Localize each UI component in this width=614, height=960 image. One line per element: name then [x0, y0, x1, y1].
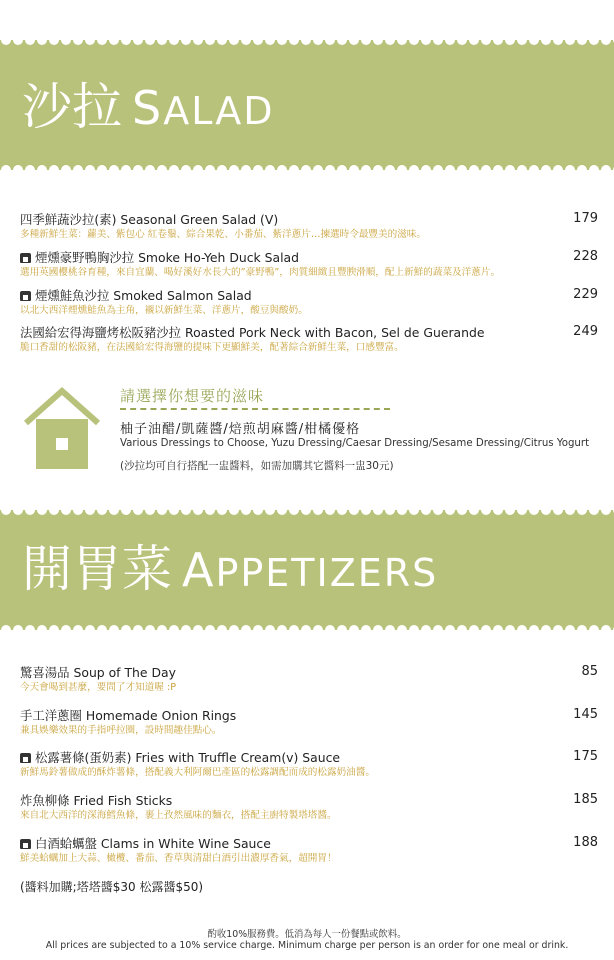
- menu-item-description: 鮮美蛤蠣加上大蒜、橄欖、番茄、香草與清甜白酒引出濃厚香氣，超開胃！: [20, 853, 337, 864]
- menu-item-name-text: 松露薯條(蛋奶素) Fries with Truffle Cream(v) Sauce: [35, 750, 341, 765]
- menu-item-description: 選用英國櫻桃谷育種，來自宜蘭、喝好溪好水長大的”豪野鴨”，肉質細緻且豐腴滑順，配上新鮮的蔬菜及洋蔥片。: [20, 267, 501, 278]
- menu-item-price: 228: [573, 249, 598, 264]
- menu-item-description: 今天會喝到甚麼，要問了才知道喔 :P: [20, 682, 176, 693]
- menu-item-price: 249: [573, 324, 598, 339]
- menu-item-description: 兼具娛樂效果的手指呼拉圈，設時間趣佳點心。: [20, 725, 222, 736]
- dressing-note: (沙拉均可自行搭配一盅醬料，如需加購其它醬料一盅30元): [120, 460, 394, 472]
- menu-item-description: 以北大西洋煙燻鮭魚為主角，襯以新鮮生菜、洋蔥片，酸豆與酸奶。: [20, 305, 308, 316]
- menu-item-name-text: 手工洋蔥圈 Homemade Onion Rings: [20, 708, 237, 723]
- scallop-top-border: [0, 40, 614, 54]
- menu-item-price: 179: [573, 211, 598, 226]
- menu-item-price: 85: [581, 664, 598, 679]
- house-icon: [20, 839, 31, 849]
- dressing-title: 請選擇你想要的滋味: [120, 387, 265, 405]
- menu-item: [20, 664, 600, 694]
- menu-item: [20, 792, 600, 822]
- salad-banner: [0, 40, 614, 170]
- menu-item: [20, 749, 600, 779]
- house-outline-icon: [22, 385, 102, 471]
- menu-item-name: [20, 249, 600, 266]
- menu-item: [20, 707, 600, 737]
- scallop-top-border: [0, 510, 614, 524]
- menu-item-description: 新鮮馬鈴薯做成的酥炸薯條，搭配義大利阿爾巴產區的松露調配而成的松露奶油醬。: [20, 767, 375, 778]
- menu-item-name-text: 煙燻鮭魚沙拉 Smoked Salmon Salad: [35, 288, 252, 303]
- sauce-addon-note: (醬料加購;塔塔醬$30 松露醬$50): [20, 880, 204, 894]
- house-icon: [20, 253, 31, 263]
- menu-item-price: 185: [573, 792, 598, 807]
- menu-item-name-text: 白酒蛤蠣盤 Clams in White Wine Sauce: [35, 836, 271, 851]
- menu-item-name: [20, 324, 600, 341]
- menu-item-name: [20, 664, 600, 681]
- menu-item-price: 145: [573, 707, 598, 722]
- menu-item-name-text: 驚喜湯品 Soup of The Day: [20, 665, 176, 680]
- menu-item-name: [20, 835, 600, 852]
- dressing-options-en: Various Dressings to Choose, Yuzu Dressing/Caesar Dressing/Sesame Dressing/Citrus Yogurt: [120, 438, 590, 449]
- appetizers-title-zh: 開胃菜: [22, 540, 172, 598]
- menu-item-name: [20, 211, 600, 228]
- scallop-bottom-border: [0, 616, 614, 630]
- menu-item-description: 來自北大西洋的深海鱈魚條，裹上孜然風味的麵衣，搭配主廚特製塔塔醬。: [20, 810, 337, 821]
- menu-item-name-text: 法國給宏得海鹽烤松阪豬沙拉 Roasted Pork Neck with Bacon, Sel de Guerande: [20, 325, 485, 340]
- footer-note-zh: 酌收10%服務費。低消為每人一份餐點或飲料。: [207, 929, 407, 940]
- salad-title-en: SALAD: [132, 81, 275, 135]
- menu-item: [20, 835, 600, 865]
- menu-item: [20, 249, 600, 279]
- menu-item: [20, 324, 600, 354]
- menu-item-name: [20, 792, 600, 809]
- menu-item-description: 脆口香甜的松阪豬，在法國給宏得海鹽的提味下更顯鮮美，配著綜合新鮮生菜，口感豐富。: [20, 342, 404, 353]
- menu-item-description: 多種新鮮生菜：蘿美、紫包心 紅卷鬚、綜合果乾、小番茄、紫洋蔥片…揀選時令最豐美的滋味。: [20, 229, 426, 240]
- appetizers-title-en: APPETIZERS: [182, 543, 439, 597]
- menu-item-price: 175: [573, 749, 598, 764]
- house-icon: [20, 291, 31, 301]
- appetizers-title: [22, 540, 439, 598]
- menu-item-name: [20, 287, 600, 304]
- menu-item-name-text: 煙燻豪野鴨胸沙拉 Smoke Ho-Yeh Duck Salad: [35, 250, 300, 265]
- salad-title-zh: 沙拉: [22, 78, 122, 136]
- menu-item-price: 188: [573, 835, 598, 850]
- menu-item: [20, 287, 600, 317]
- dressing-divider: [120, 408, 390, 410]
- menu-item-price: 229: [573, 287, 598, 302]
- salad-title: [22, 78, 275, 136]
- menu-item-name-text: 四季鮮蔬沙拉(素) Seasonal Green Salad (V): [20, 212, 279, 227]
- menu-item-name-text: 炸魚柳條 Fried Fish Sticks: [20, 793, 173, 808]
- scallop-bottom-border: [0, 156, 614, 170]
- menu-item: [20, 211, 600, 241]
- appetizers-banner: [0, 510, 614, 630]
- menu-item-name: [20, 749, 600, 766]
- menu-item-name: [20, 707, 600, 724]
- house-icon: [20, 753, 31, 763]
- footer-note-en: All prices are subjected to a 10% service charge. Minimum charge per person is an order for one meal or drink.: [45, 940, 569, 951]
- dressing-options-zh: 柚子油醋/凱薩醬/焙煎胡麻醬/柑橘優格: [120, 422, 361, 437]
